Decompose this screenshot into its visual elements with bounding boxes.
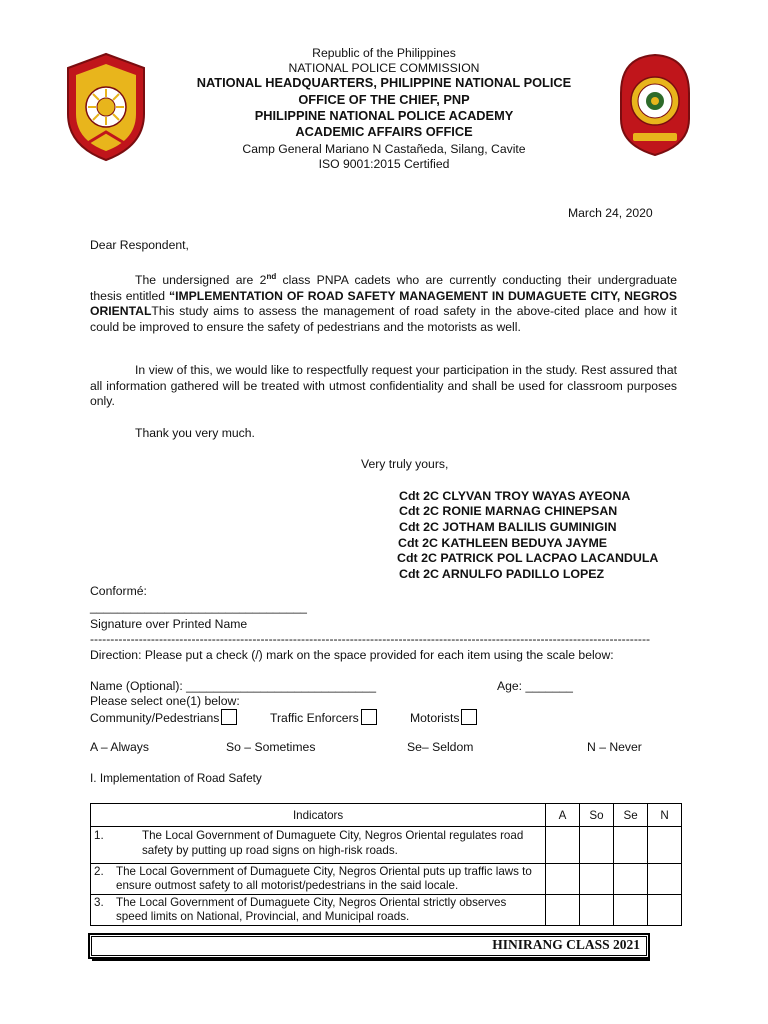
option-label: Motorists <box>410 711 460 725</box>
para1-text-a: The undersigned are 2 <box>135 273 267 288</box>
name-field[interactable]: Name (Optional): ____________________________ <box>90 679 376 693</box>
option-motorists[interactable] <box>410 709 477 725</box>
scale-always: A – Always <box>90 740 149 754</box>
rating-cell-n[interactable] <box>648 895 682 926</box>
signature-line[interactable]: ________________________________ <box>90 600 307 614</box>
row-number: 2. <box>94 865 104 878</box>
cadet-name: Cdt 2C ARNULFO PADILLO LOPEZ <box>399 567 605 581</box>
cadet-name: Cdt 2C CLYVAN TROY WAYAS AYEONA <box>399 489 631 503</box>
header-seldom: Se <box>614 804 648 827</box>
cadet-name: Cdt 2C RONIE MARNAG CHINEPSAN <box>399 504 618 518</box>
header-always: A <box>546 804 580 827</box>
option-label: Traffic Enforcers <box>270 711 359 725</box>
signature-label: Signature over Printed Name <box>90 617 248 631</box>
header-office-chief: OFFICE OF THE CHIEF, PNP <box>298 92 470 107</box>
option-community-pedestrians[interactable] <box>90 709 237 725</box>
row-number: 3. <box>94 896 104 909</box>
paragraph-request <box>90 363 677 410</box>
header-napolcom: NATIONAL POLICE COMMISSION <box>288 61 480 75</box>
rating-cell-so[interactable] <box>579 864 613 895</box>
rating-cell-n[interactable] <box>648 827 682 864</box>
row-number: 1. <box>94 829 104 842</box>
conforme-label: Conformé: <box>90 584 147 598</box>
table-header-row <box>91 804 682 827</box>
rating-cell-a[interactable] <box>546 827 580 864</box>
indicator-text: The Local Government of Dumaguete City, Negros Oriental puts up traffic laws to ensure outmost safety to all motorist/pedestrians in the said locale. <box>116 865 532 892</box>
table-row <box>91 827 682 864</box>
closing-line: Very truly yours, <box>361 457 449 471</box>
cadet-name: Cdt 2C PATRICK POL LACPAO LACANDULA <box>397 551 659 565</box>
salutation: Dear Respondent, <box>90 238 189 252</box>
table-row <box>91 864 682 895</box>
checkbox[interactable] <box>361 709 377 725</box>
scale-never: N – Never <box>587 740 642 754</box>
checkbox[interactable] <box>221 709 237 725</box>
indicator-cell <box>91 827 546 864</box>
para1-text-c: This study aims to assess the management of road safety in the above-cited place and how it could be improved to ensure the safety of pedestrians and the motorists as well. <box>90 304 677 334</box>
age-field[interactable]: Age: _______ <box>497 679 573 693</box>
rating-cell-se[interactable] <box>614 864 648 895</box>
scale-seldom: Se– Seldom <box>407 740 474 754</box>
indicator-text: The Local Government of Dumaguete City, Negros Oriental strictly observes speed limits on National, Provincial, and Municipal roads. <box>116 896 507 923</box>
header-indicators: Indicators <box>91 804 546 827</box>
table-row <box>91 895 682 926</box>
thanks-line: Thank you very much. <box>135 426 255 440</box>
checkbox[interactable] <box>461 709 477 725</box>
option-label: Community/Pedestrians <box>90 711 220 725</box>
direction-text: Direction: Please put a check (/) mark on the space provided for each item using the scale below: <box>90 648 614 662</box>
rating-cell-n[interactable] <box>648 864 682 895</box>
footer-banner <box>88 933 650 959</box>
para2-text: In view of this, we would like to respectfully request your participation in the study. Rest assured that all information gathered will be treated with utmost confidentiality and shall be used for classroom purposes only. <box>90 363 677 408</box>
paragraph-intro <box>90 269 677 335</box>
header-iso: ISO 9001:2015 Certified <box>318 157 450 171</box>
indicator-cell <box>91 895 546 926</box>
header-never: N <box>648 804 682 827</box>
select-instruction: Please select one(1) below: <box>90 694 240 708</box>
para1-text-b: class PNPA cadets who are currently conducting their undergraduate thesis entitled <box>90 273 677 303</box>
footer-text: HINIRANG CLASS 2021 <box>492 937 640 952</box>
rating-cell-se[interactable] <box>614 895 648 926</box>
cadet-name: Cdt 2C KATHLEEN BEDUYA JAYME <box>398 536 608 550</box>
letter-date: March 24, 2020 <box>568 206 653 220</box>
dashed-divider: ------------------------------------------------------------------------------------------------------------------------------------------ <box>90 632 651 646</box>
header-pnpa: PHILIPPINE NATIONAL POLICE ACADEMY <box>254 108 514 123</box>
rating-cell-a[interactable] <box>546 864 580 895</box>
rating-cell-se[interactable] <box>614 827 648 864</box>
cadet-name: Cdt 2C JOTHAM BALILIS GUMINIGIN <box>399 520 617 534</box>
header-sometimes: So <box>579 804 613 827</box>
section-title: I. Implementation of Road Safety <box>90 771 262 785</box>
option-traffic-enforcers[interactable] <box>270 709 377 725</box>
scale-sometimes: So – Sometimes <box>226 740 316 754</box>
indicator-cell <box>91 864 546 895</box>
rating-cell-a[interactable] <box>546 895 580 926</box>
para1-superscript: nd <box>266 272 277 281</box>
thesis-title: “IMPLEMENTATION OF ROAD SAFETY MANAGEMENT IN DUMAGUETE CITY, NEGROS ORIENTAL <box>90 288 677 319</box>
indicator-text: The Local Government of Dumaguete City, Negros Oriental regulates road safety by putting up road signs on high-risk roads. <box>142 829 524 857</box>
header-republic: Republic of the Philippines <box>312 46 456 60</box>
header-academic-affairs: ACADEMIC AFFAIRS OFFICE <box>295 124 473 139</box>
rating-cell-so[interactable] <box>579 827 613 864</box>
header-national-hq: NATIONAL HEADQUARTERS, PHILIPPINE NATIONAL POLICE <box>196 75 572 90</box>
rating-cell-so[interactable] <box>579 895 613 926</box>
indicators-table <box>90 803 682 926</box>
header-address: Camp General Mariano N Castañeda, Silang, Cavite <box>242 142 526 156</box>
